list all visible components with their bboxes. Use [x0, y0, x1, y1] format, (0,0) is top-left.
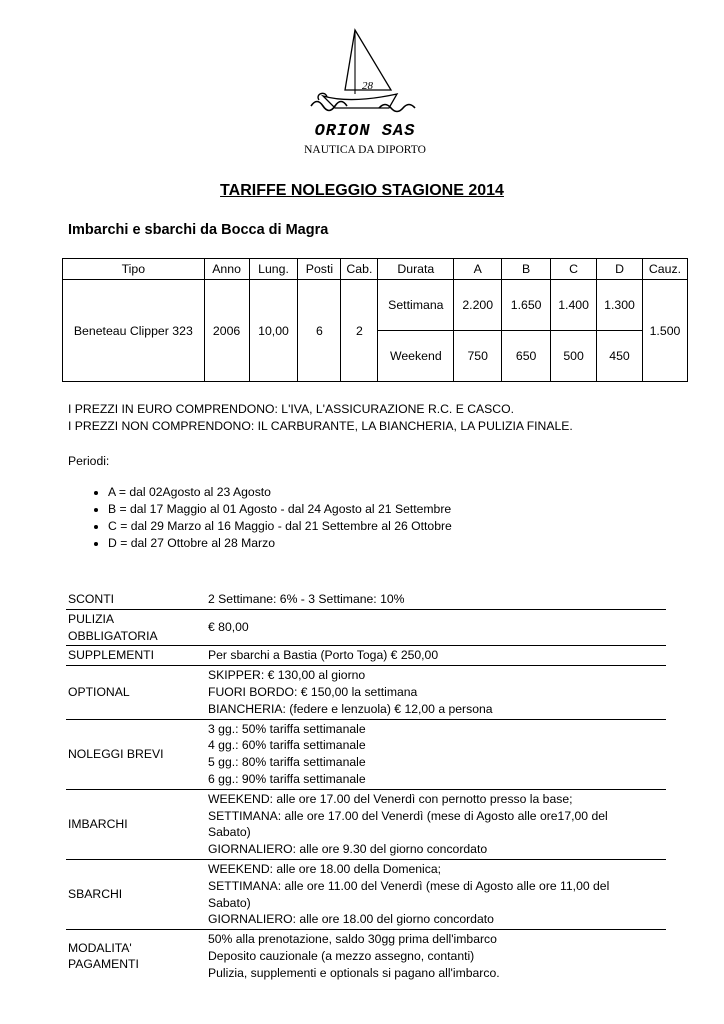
note-line: I PREZZI IN EURO COMPRENDONO: L'IVA, L'ASSICURAZIONE R.C. E CASCO.: [68, 402, 514, 416]
detail-row-supplementi: [66, 646, 666, 666]
detail-line: GIORNALIERO: alle ore 18.00 del giorno concordato: [208, 912, 494, 927]
detail-row-sbarchi: [66, 859, 666, 929]
detail-line: WEEKEND: alle ore 18.00 della Domenica;: [208, 861, 442, 876]
detail-row-pagamenti: [66, 930, 666, 983]
detail-value: [206, 789, 666, 859]
cell-rate-b: 1.650: [502, 280, 551, 331]
detail-row-imbarchi: [66, 789, 666, 859]
detail-line: Per sbarchi a Bastia (Porto Toga) € 250,00: [208, 648, 439, 663]
detail-label: OPTIONAL: [66, 666, 206, 719]
logo-mark-text: 28: [362, 80, 373, 92]
column-header: D: [597, 259, 643, 280]
price-notes: [68, 401, 573, 435]
detail-value: [206, 719, 666, 789]
list-item: • A = dal 02Agosto al 23 Agosto: [108, 484, 452, 501]
list-item: • C = dal 29 Marzo al 16 Maggio - dal 21 Settembre al 26 Ottobre: [108, 518, 452, 535]
note-line: I PREZZI NON COMPRENDONO: IL CARBURANTE, LA BIANCHERIA, LA PULIZIA FINALE.: [68, 419, 573, 433]
column-header: Anno: [204, 259, 249, 280]
column-header: Durata: [378, 259, 454, 280]
detail-line: 50% alla prenotazione, saldo 30gg prima dell'imbarco: [208, 932, 497, 947]
detail-line: 5 gg.: 80% tariffa settimanale: [208, 755, 366, 770]
detail-line: Deposito cauzionale (a mezzo assegno, contanti): [208, 948, 475, 963]
detail-line: Sabato): [208, 895, 251, 910]
detail-line: BIANCHERIA: (federe e lenzuola) € 12,00 a persona: [208, 701, 493, 716]
tariff-table: [62, 258, 688, 382]
detail-line: 2 Settimane: 6% - 3 Settimane: 10%: [208, 592, 405, 606]
detail-row-optional: [66, 666, 666, 719]
detail-line: Sabato): [208, 825, 251, 840]
cell-rate-d: 450: [597, 331, 643, 382]
column-header: Cauz.: [642, 259, 687, 280]
cell-rate-d: 1.300: [597, 280, 643, 331]
detail-line: GIORNALIERO: alle ore 9.30 del giorno concordato: [208, 842, 488, 857]
section-subtitle: Imbarchi e sbarchi da Bocca di Magra: [68, 222, 329, 238]
cell-cauz: 1.500: [642, 280, 687, 382]
cell-anno: 2006: [204, 280, 249, 382]
detail-label: SUPPLEMENTI: [66, 646, 206, 666]
cell-rate-c: 500: [551, 331, 597, 382]
cell-durata: Settimana: [378, 280, 454, 331]
detail-label: SBARCHI: [66, 859, 206, 929]
column-header: Tipo: [63, 259, 205, 280]
details-table: [66, 590, 666, 983]
column-header: B: [502, 259, 551, 280]
table-header-row: [63, 259, 688, 280]
table-row: [63, 280, 688, 331]
list-item: • D = dal 27 Ottobre al 28 Marzo: [108, 535, 452, 552]
detail-line: FUORI BORDO: € 150,00 la settimana: [208, 684, 418, 699]
detail-value: [206, 859, 666, 929]
detail-row-sconti: [66, 590, 666, 609]
detail-line: € 80,00: [208, 620, 249, 635]
cell-lung: 10,00: [249, 280, 298, 382]
detail-line: 4 gg.: 60% tariffa settimanale: [208, 738, 366, 753]
cell-durata: Weekend: [378, 331, 454, 382]
company-logo: [290, 24, 440, 156]
detail-label: IMBARCHI: [66, 789, 206, 859]
cell-rate-c: 1.400: [551, 280, 597, 331]
detail-label: NOLEGGI BREVI: [66, 719, 206, 789]
detail-value: [206, 666, 666, 719]
column-header: A: [454, 259, 502, 280]
detail-line: 6 gg.: 90% tariffa settimanale: [208, 771, 366, 786]
detail-value: [206, 590, 666, 609]
detail-label: MODALITA' PAGAMENTI: [68, 940, 139, 972]
detail-line: SKIPPER: € 130,00 al giorno: [208, 668, 366, 683]
column-header: Posti: [298, 259, 341, 280]
detail-row-pulizia: [66, 609, 666, 646]
detail-row-noleggi-brevi: [66, 719, 666, 789]
detail-value: [206, 646, 666, 666]
detail-line: SETTIMANA: alle ore 17.00 del Venerdì (mese di Agosto alle ore17,00 del: [208, 808, 608, 823]
cell-posti: 6: [298, 280, 341, 382]
detail-line: Pulizia, supplementi e optionals si pagano all'imbarco.: [208, 965, 500, 980]
list-item: • B = dal 17 Maggio al 01 Agosto - dal 24 Agosto al 21 Settembre: [108, 501, 452, 518]
column-header: Cab.: [341, 259, 378, 280]
sailboat-icon: [305, 24, 425, 120]
company-tagline: NAUTICA DA DIPORTO: [304, 144, 426, 156]
cell-rate-b: 650: [502, 331, 551, 382]
periods-label: Periodi:: [68, 454, 110, 468]
cell-rate-a: 750: [454, 331, 502, 382]
column-header: Lung.: [249, 259, 298, 280]
company-name: ORION SAS: [314, 122, 416, 141]
page-title: TARIFFE NOLEGGIO STAGIONE 2014: [220, 182, 504, 199]
detail-value: [206, 930, 666, 983]
detail-line: WEEKEND: alle ore 17.00 del Venerdì con pernotto presso la base;: [208, 791, 573, 806]
cell-tipo: Beneteau Clipper 323: [63, 280, 205, 382]
detail-value: [206, 609, 666, 646]
column-header: C: [551, 259, 597, 280]
detail-line: SETTIMANA: alle ore 11.00 del Venerdì (mese di Agosto alle ore 11,00 del: [208, 878, 610, 893]
detail-label: SCONTI: [66, 590, 206, 609]
cell-cab: 2: [341, 280, 378, 382]
detail-label: PULIZIA OBBLIGATORIA: [66, 609, 206, 646]
cell-rate-a: 2.200: [454, 280, 502, 331]
detail-line: 3 gg.: 50% tariffa settimanale: [208, 721, 366, 736]
periods-list: [68, 484, 452, 552]
